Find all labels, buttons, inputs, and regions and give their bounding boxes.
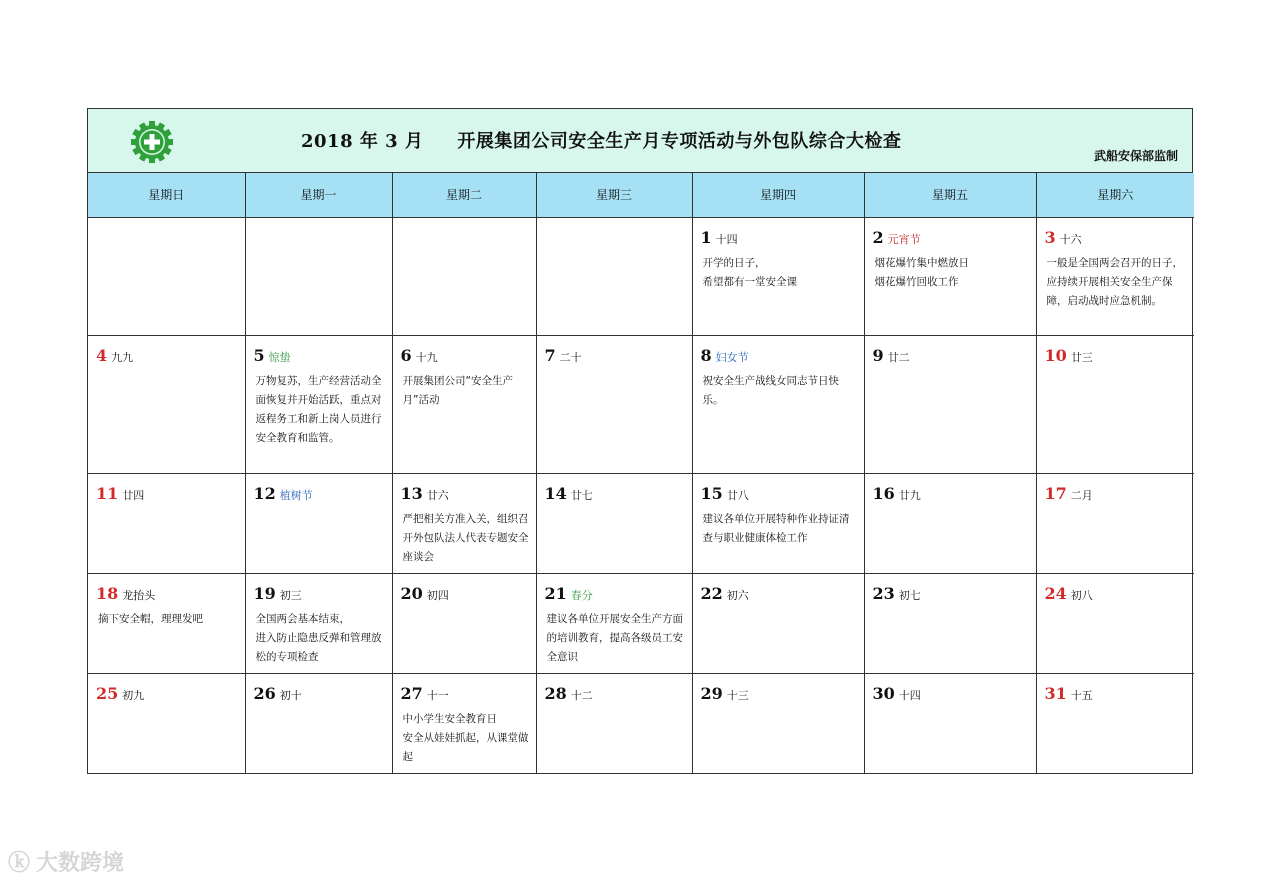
lunar-date: 十五 — [1070, 688, 1093, 702]
day-header — [254, 684, 386, 706]
safety-cross-logo-icon — [122, 117, 182, 167]
day-note: 摘下安全帽，理理发吧 — [98, 612, 203, 625]
day-header — [1045, 346, 1189, 368]
lunar-date: 初九 — [122, 688, 145, 702]
day-cell — [392, 573, 536, 673]
empty-day-cell — [245, 217, 392, 335]
day-cell — [392, 473, 536, 573]
day-cell — [864, 335, 1036, 473]
lunar-date: 十四 — [715, 232, 738, 246]
day-cell — [536, 335, 692, 473]
day-note: 全国两会基本结束， 进入防止隐患反弹和管理放松的专项检查 — [255, 612, 382, 663]
weekday-wed: 星期三 — [536, 173, 692, 217]
festival-label: 植树节 — [279, 488, 313, 502]
day-number: 14 — [544, 483, 567, 503]
day-header — [545, 584, 686, 606]
weekday-thu: 星期四 — [692, 173, 864, 217]
day-note: 烟花爆竹集中燃放日 烟花爆竹回收工作 — [874, 256, 969, 288]
day-header — [873, 584, 1030, 606]
day-note: 祝安全生产战线女同志节日快乐。 — [702, 374, 839, 406]
festival-label: 元宵节 — [887, 232, 921, 246]
day-cell — [1036, 217, 1194, 335]
day-number: 26 — [253, 683, 276, 703]
lunar-date: 初七 — [898, 588, 921, 602]
day-header — [873, 228, 1030, 250]
day-number: 2 — [872, 227, 884, 247]
festival-label: 妇女节 — [715, 350, 749, 364]
weekday-sat: 星期六 — [1036, 173, 1194, 217]
day-number: 29 — [700, 683, 723, 703]
day-cell — [536, 573, 692, 673]
day-cell — [245, 673, 392, 773]
day-cell — [692, 335, 864, 473]
day-number: 1 — [700, 227, 712, 247]
weekday-fri: 星期五 — [864, 173, 1036, 217]
day-number: 25 — [96, 683, 119, 703]
lunar-date: 廿四 — [122, 488, 145, 502]
day-number: 9 — [872, 345, 884, 365]
lunar-date: 十二 — [570, 688, 593, 702]
day-number: 4 — [96, 345, 108, 365]
day-cell — [245, 573, 392, 673]
day-cell — [1036, 473, 1194, 573]
week-row — [88, 673, 1194, 773]
day-number: 15 — [700, 483, 723, 503]
title-bar — [88, 109, 1192, 173]
lunar-date: 初六 — [726, 588, 749, 602]
day-header — [701, 484, 858, 506]
day-header — [1045, 584, 1189, 606]
lunar-date: 初十 — [279, 688, 302, 702]
day-number: 11 — [96, 483, 119, 503]
day-number: 18 — [96, 583, 119, 603]
weekday-mon: 星期一 — [245, 173, 392, 217]
empty-day-cell — [392, 217, 536, 335]
day-note: 建议各单位开展安全生产方面的培训教育，提高各级员工安全意识 — [546, 612, 683, 663]
day-header — [701, 684, 858, 706]
week-row — [88, 335, 1194, 473]
lunar-date: 二月 — [1070, 488, 1093, 502]
lunar-date: 廿六 — [426, 488, 449, 502]
lunar-date: 龙抬头 — [122, 588, 156, 602]
week-row — [88, 473, 1194, 573]
lunar-date: 十一 — [426, 688, 449, 702]
day-header — [701, 346, 858, 368]
day-header — [96, 584, 239, 606]
day-header — [1045, 484, 1189, 506]
day-number: 6 — [400, 345, 412, 365]
day-cell — [1036, 335, 1194, 473]
day-cell — [392, 673, 536, 773]
day-cell — [692, 473, 864, 573]
lunar-date: 初三 — [279, 588, 302, 602]
day-number: 31 — [1044, 683, 1067, 703]
day-header — [545, 346, 686, 368]
day-note: 开学的日子， 希望都有一堂安全课 — [702, 256, 797, 288]
day-cell — [88, 573, 245, 673]
day-cell — [864, 573, 1036, 673]
day-note: 建议各单位开展特种作业持证清查与职业健康体检工作 — [702, 512, 850, 544]
supervisor-label: 武船安保部监制 — [1093, 149, 1178, 163]
day-header — [873, 484, 1030, 506]
day-header — [96, 484, 239, 506]
watermark — [8, 846, 124, 877]
weekday-header-row — [88, 173, 1194, 217]
weekday-sun: 星期日 — [88, 173, 245, 217]
lunar-date: 廿八 — [726, 488, 749, 502]
week-row — [88, 217, 1194, 335]
day-number: 28 — [544, 683, 567, 703]
day-header — [96, 346, 239, 368]
festival-label: 春分 — [570, 588, 593, 602]
empty-day-cell — [88, 217, 245, 335]
lunar-date: 十六 — [1059, 232, 1082, 246]
day-header — [96, 684, 239, 706]
day-header — [401, 684, 530, 706]
day-number: 3 — [1044, 227, 1056, 247]
lunar-date: 十四 — [898, 688, 921, 702]
day-header — [701, 228, 858, 250]
day-cell — [245, 473, 392, 573]
empty-day-cell — [536, 217, 692, 335]
day-cell — [88, 473, 245, 573]
calendar-grid — [88, 173, 1194, 773]
day-number: 23 — [872, 583, 895, 603]
day-cell — [692, 673, 864, 773]
day-header — [401, 346, 530, 368]
title-month: 2018 年 3 月 — [301, 131, 424, 152]
weekday-tue: 星期二 — [392, 173, 536, 217]
lunar-date: 廿九 — [898, 488, 921, 502]
day-number: 13 — [400, 483, 423, 503]
lunar-date: 十三 — [726, 688, 749, 702]
day-header — [254, 584, 386, 606]
day-cell — [864, 473, 1036, 573]
day-number: 5 — [253, 345, 265, 365]
day-number: 22 — [700, 583, 723, 603]
day-number: 10 — [1044, 345, 1067, 365]
day-note: 万物复苏，生产经营活动全面恢复并开始活跃，重点对返程务工和新上岗人员进行安全教育和监管。 — [255, 374, 382, 444]
calendar-sheet — [87, 108, 1193, 774]
day-cell — [88, 673, 245, 773]
day-header — [254, 484, 386, 506]
lunar-date: 二十 — [559, 350, 582, 364]
day-cell — [864, 673, 1036, 773]
day-header — [254, 346, 386, 368]
day-number: 21 — [544, 583, 567, 603]
day-header — [873, 346, 1030, 368]
day-number: 7 — [544, 345, 556, 365]
day-header — [1045, 228, 1189, 250]
page-title — [301, 127, 901, 153]
festival-label: 惊蛰 — [268, 350, 291, 364]
day-note: 严把相关方准入关，组织召开外包队法人代表专题安全座谈会 — [402, 512, 529, 563]
day-header — [401, 484, 530, 506]
day-number: 8 — [700, 345, 712, 365]
lunar-date: 初八 — [1070, 588, 1093, 602]
day-header — [701, 584, 858, 606]
day-header — [873, 684, 1030, 706]
day-note: 一般是全国两会召开的日子，应持续开展相关安全生产保障，启动战时应急机制。 — [1046, 256, 1183, 307]
watermark-logo-icon: ⓚ — [8, 851, 31, 876]
day-number: 19 — [253, 583, 276, 603]
day-cell — [245, 335, 392, 473]
day-number: 30 — [872, 683, 895, 703]
day-cell — [536, 473, 692, 573]
lunar-date: 廿二 — [887, 350, 910, 364]
day-cell — [692, 217, 864, 335]
day-header — [545, 484, 686, 506]
day-header — [1045, 684, 1189, 706]
lunar-date: 廿三 — [1070, 350, 1093, 364]
lunar-date: 初四 — [426, 588, 449, 602]
day-number: 17 — [1044, 483, 1067, 503]
lunar-date: 十九 — [415, 350, 438, 364]
day-number: 12 — [253, 483, 276, 503]
lunar-date: 廿七 — [570, 488, 593, 502]
day-cell — [864, 217, 1036, 335]
day-header — [545, 684, 686, 706]
week-row — [88, 573, 1194, 673]
day-cell — [1036, 673, 1194, 773]
day-cell — [536, 673, 692, 773]
day-number: 16 — [872, 483, 895, 503]
day-cell — [1036, 573, 1194, 673]
day-note: 开展集团公司“安全生产月”活动 — [402, 374, 513, 406]
day-number: 27 — [400, 683, 423, 703]
day-header — [401, 584, 530, 606]
title-text: 开展集团公司安全生产月专项活动与外包队综合大检查 — [457, 131, 902, 152]
watermark-text: 大数跨境 — [36, 851, 125, 876]
day-number: 24 — [1044, 583, 1067, 603]
day-cell — [88, 335, 245, 473]
day-cell — [392, 335, 536, 473]
day-cell — [692, 573, 864, 673]
lunar-date: 九九 — [111, 350, 134, 364]
day-number: 20 — [400, 583, 423, 603]
day-note: 中小学生安全教育日 安全从娃娃抓起，从课堂做起 — [402, 712, 529, 763]
